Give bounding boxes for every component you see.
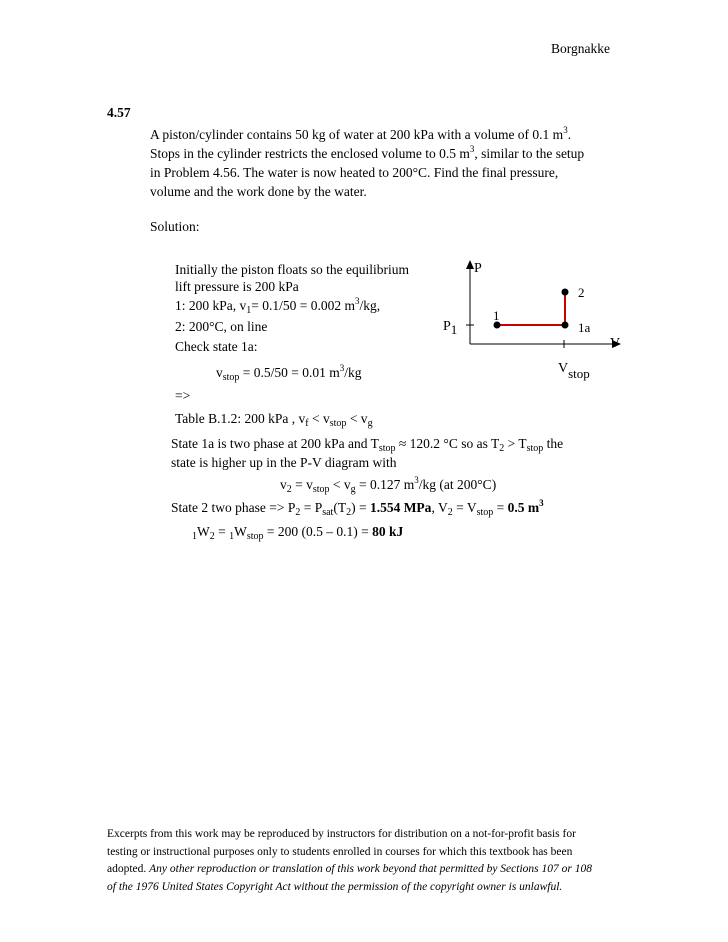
v2-s2: stop [312,484,330,495]
statement-sup-2: 3 [469,144,475,154]
work-t3: W [234,524,247,539]
state2-result-line [171,500,544,516]
pv-diagram [430,255,630,385]
state1a-line-2: state is higher up in the P-V diagram with [171,455,397,470]
vstop-equation [216,365,362,381]
vstop-label-sub: stop [568,366,590,381]
v2-t4: = 0.127 m [355,477,415,492]
v2-t3: < v [329,477,351,492]
s1a-s3: stop [526,443,544,454]
table-text-3: < v [346,411,368,426]
s2-s3: 2 [346,507,352,518]
s2-t4: ) = [351,500,370,515]
state1-sub: 1 [246,305,252,316]
s1a-s2: 2 [499,443,505,454]
s1a-t3: > T [504,436,527,451]
state1a-line-1 [171,436,563,452]
vstop-label-main: V [558,361,569,376]
s2-s1: 2 [295,507,301,518]
s1a-s1: stop [378,443,396,454]
statement-line-4: volume and the work done by the water. [150,184,367,199]
point-2-label: 2 [578,285,585,300]
table-line [175,411,373,427]
vstop-sup: 3 [339,363,345,373]
point-1a-label: 1a [578,320,591,335]
statement-end-1: . [567,127,572,142]
s2-volume-sup: 3 [539,498,544,508]
footer-line-1: Excerpts from this work may be reproduced by instructors for distribution on a not-for-profit basis for [107,828,576,840]
state1-sup: 3 [355,296,360,306]
statement-line-3: in Problem 4.56. The water is now heated to 200°C. Find the final pressure, [150,165,559,180]
table-text-2: < v [308,411,330,426]
work-s1: 2 [209,531,215,542]
s1a-t4: the [543,436,564,451]
s2-t6: = V [452,500,477,515]
footer-line-4 [107,879,592,897]
state2-line: 2: 200°C, on line [175,319,268,334]
vstop-end: /kg [344,365,362,380]
state1-mid: = 0.1/50 = 0.002 m [251,298,355,313]
statement-line-2 [150,146,584,162]
s2-volume-text: 0.5 m [507,500,540,515]
statement-text-1: A piston/cylinder contains 50 kg of water at 200 kPa with a volume of 0.1 m [150,127,564,142]
footer-line-3 [107,861,592,879]
table-sub-stop: stop [329,418,347,429]
float-line-2: lift pressure is 200 kPa [175,279,299,294]
work-t1: W [197,524,210,539]
s2-t5: , V [431,500,448,515]
s2-t1: State 2 two phase => P [171,500,296,515]
state1-prefix: 1: 200 kPa, v [175,298,247,313]
s2-pressure-result: 1.554 MPa [369,500,432,515]
footer-line-2: testing or instructional purposes only to students enrolled in courses for which this textbook has been [107,845,573,858]
v2-t2: = v [291,477,313,492]
v2-line [280,477,496,493]
state-point-2 [562,289,569,296]
vstop-label [558,361,590,381]
statement-text-2: Stops in the cylinder restricts the enclosed volume to 0.5 m [150,146,470,161]
v2-sup: 3 [414,475,419,485]
state1-line [175,298,380,314]
implies-arrow: => [175,388,191,403]
v2-s3: g [350,484,356,495]
check-line: Check state 1a: [175,339,258,354]
float-line-1: Initially the piston floats so the equilibrium [175,262,409,277]
s2-s2: sat [322,507,334,518]
vstop-sub: stop [222,372,240,383]
footer-line-3-italic: Any other reproduction or translation of this work beyond that permitted by Sections 107 or 108 [149,863,592,875]
vstop-v: v [216,365,223,380]
p1-label [443,319,457,337]
solution-label: Solution: [150,219,200,234]
work-s2: stop [246,531,264,542]
work-line [192,524,403,540]
p1-label-main: P [443,319,451,334]
s2-volume-result [508,500,544,515]
p-axis-label: P [474,261,482,276]
footer-line-3-normal: adopted. [107,863,150,875]
footer-line-4-italic: of the 1976 United States Copyright Act without the permission of the copyright owner is unlawful. [107,880,563,893]
table-sub-f: f [305,418,309,429]
s2-t7: = [493,500,508,515]
v2-t5: /kg (at 200°C) [418,477,497,492]
p-axis-arrow [466,260,474,269]
state-point-1a [562,322,569,329]
s2-s4: 2 [447,507,453,518]
s2-t3: (T [333,500,347,515]
work-pre: 1 [192,531,197,542]
header-author: Borgnakke [551,41,610,56]
statement-line-1 [150,127,571,143]
work-pre2: 1 [229,531,235,542]
work-result: 80 kJ [372,524,404,539]
v2-s1: 2 [286,484,292,495]
v2-t1: v [280,477,287,492]
vstop-rest: = 0.5/50 = 0.01 m [239,365,340,380]
s2-t2: = P [300,500,323,515]
problem-number: 4.57 [107,105,131,120]
table-text-1: Table B.1.2: 200 kPa , v [175,411,306,426]
v-axis-label: V [610,336,621,351]
s1a-t1: State 1a is two phase at 200 kPa and T [171,436,379,451]
table-sub-g: g [367,418,373,429]
s2-s5: stop [476,507,494,518]
work-t4: = 200 (0.5 – 0.1) = [263,524,373,539]
s1a-t2: ≈ 120.2 °C so as T [395,436,500,451]
copyright-footer [107,826,592,896]
p1-label-sub: 1 [450,322,458,337]
statement-sup-1: 3 [563,125,568,135]
statement-end-2: , similar to the setup [474,146,585,161]
point-1-label: 1 [493,308,500,323]
work-t2: = [214,524,230,539]
state1-suffix: /kg, [359,298,381,313]
